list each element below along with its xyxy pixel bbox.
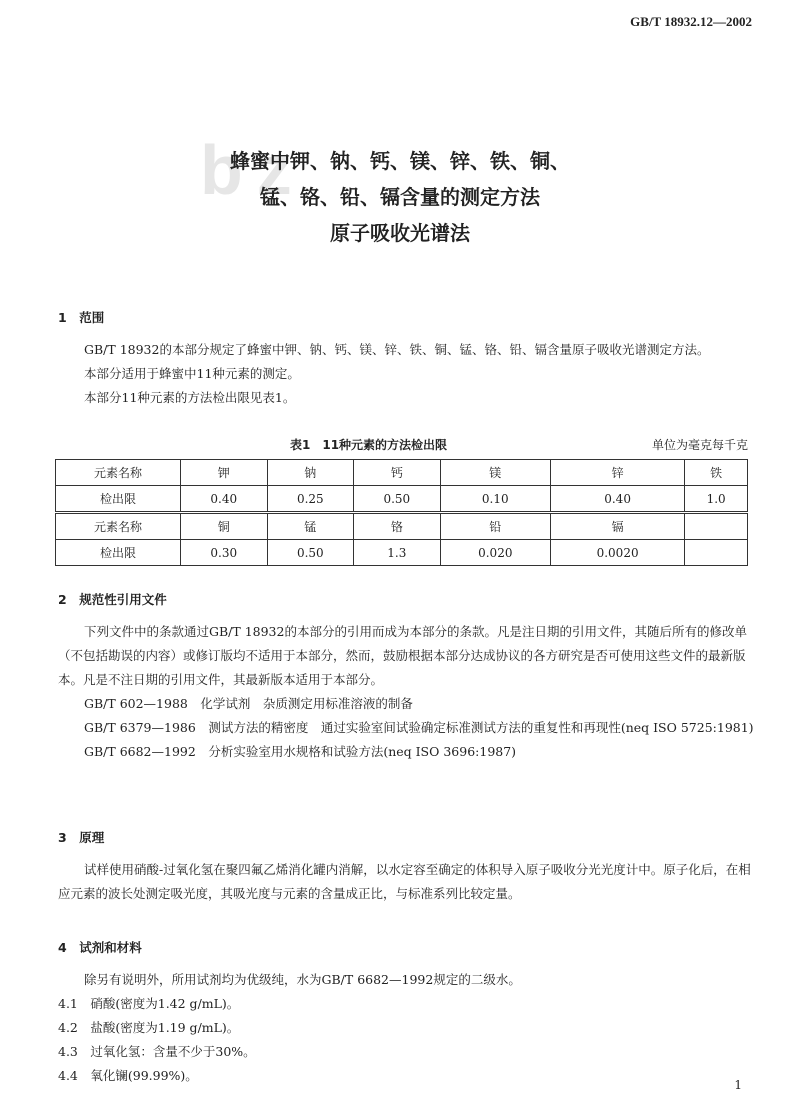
paragraph: 本部分11种元素的方法检出限见表1。 [84, 390, 296, 405]
table-cell: 0.020 [440, 540, 550, 566]
table-cell: 锌 [550, 460, 684, 486]
reference-item: GB/T 6682—1992 分析实验室用水规格和试验方法(neq ISO 3696:1987) [84, 744, 517, 759]
table-cell: 0.40 [550, 486, 684, 513]
paragraph: GB/T 18932的本部分规定了蜂蜜中钾、钠、钙、镁、锌、铁、铜、锰、铬、铅、镉含量原子吸收光谱测定方法。 [84, 342, 710, 357]
table-row [56, 513, 748, 540]
title-line: 原子吸收光谱法 [330, 221, 470, 245]
table-cell: 0.30 [181, 540, 268, 566]
section-heading: 2 规范性引用文件 [58, 592, 167, 607]
table-row [56, 486, 748, 513]
watermark: bz [200, 131, 306, 209]
reference-item: GB/T 602—1988 化学试剂 杂质测定用标准溶液的制备 [84, 696, 413, 711]
reagent-item: 4.4 氧化镧(99.99%)。 [58, 1068, 198, 1083]
table-cell: 铅 [440, 513, 550, 540]
table-cell [685, 540, 748, 566]
paragraph: 本部分适用于蜂蜜中11种元素的测定。 [84, 366, 300, 381]
table-cell: 钙 [354, 460, 441, 486]
standard-number: GB/T 18932.12—2002 [630, 14, 752, 29]
page-number: 1 [734, 1078, 742, 1092]
reference-item: GB/T 6379—1986 测试方法的精密度 通过实验室间试验确定标准测试方法的重复性和再现性(neq ISO 5725:1981) [84, 720, 754, 735]
table-cell: 镉 [550, 513, 684, 540]
table-cell: 0.50 [267, 540, 354, 566]
row-label-cell: 检出限 [56, 486, 181, 513]
detection-limit-table [55, 459, 748, 566]
document-title [0, 143, 800, 251]
reagent-item: 4.3 过氧化氢：含量不少于30%。 [58, 1044, 256, 1059]
paragraph: 下列文件中的条款通过GB/T 18932的本部分的引用而成为本部分的条款。凡是注日期的引用文件，其随后所有的修改单（不包括勘误的内容）或修订版均不适用于本部分，然而，鼓励根据本部分达成协议的各方研究是否可使用这些文件的最新版本。凡是不注日期的引用文件，其最新版本适用于本部分。 [58, 624, 747, 687]
section-heading: 3 原理 [58, 830, 105, 845]
table-cell [685, 513, 748, 540]
table-cell: 1.0 [685, 486, 748, 513]
section-heading: 4 试剂和材料 [58, 940, 142, 955]
table-cell: 0.0020 [550, 540, 684, 566]
section-reagents [58, 936, 758, 1088]
table-cell: 0.40 [181, 486, 268, 513]
table-cell: 1.3 [354, 540, 441, 566]
section-references [58, 588, 758, 764]
table-cell: 0.10 [440, 486, 550, 513]
table-row [56, 540, 748, 566]
title-line: 锰、铬、铅、镉含量的测定方法 [260, 185, 540, 209]
table-title: 表1 11种元素的方法检出限 [290, 438, 448, 452]
paragraph: 除另有说明外，所用试剂均为优级纯，水为GB/T 6682—1992规定的二级水。 [84, 972, 521, 987]
table-cell: 钾 [181, 460, 268, 486]
reagent-item: 4.2 盐酸(密度为1.19 g/mL)。 [58, 1020, 240, 1035]
table-cell: 铜 [181, 513, 268, 540]
paragraph: 试样使用硝酸-过氧化氢在聚四氟乙烯消化罐内消解，以水定容至确定的体积导入原子吸收分光光度计中。原子化后，在相应元素的波长处测定吸光度，其吸光度与元素的含量成正比，与标准系列比较定量。 [58, 862, 751, 901]
title-line: 蜂蜜中钾、钠、钙、镁、锌、铁、铜、 [230, 149, 570, 173]
table-cell: 钠 [267, 460, 354, 486]
table-cell: 铬 [354, 513, 441, 540]
table-row [56, 460, 748, 486]
section-scope [58, 306, 758, 410]
table-cell: 0.25 [267, 486, 354, 513]
section-heading: 1 范围 [58, 310, 105, 325]
row-label-cell: 检出限 [56, 540, 181, 566]
section-principle [58, 826, 758, 906]
row-label-cell: 元素名称 [56, 460, 181, 486]
table-cell: 镁 [440, 460, 550, 486]
table-cell: 锰 [267, 513, 354, 540]
table-cell: 0.50 [354, 486, 441, 513]
table-unit: 单位为毫克每千克 [651, 438, 748, 452]
table-cell: 铁 [685, 460, 748, 486]
reagent-item: 4.1 硝酸(密度为1.42 g/mL)。 [58, 996, 240, 1011]
row-label-cell: 元素名称 [56, 513, 181, 540]
